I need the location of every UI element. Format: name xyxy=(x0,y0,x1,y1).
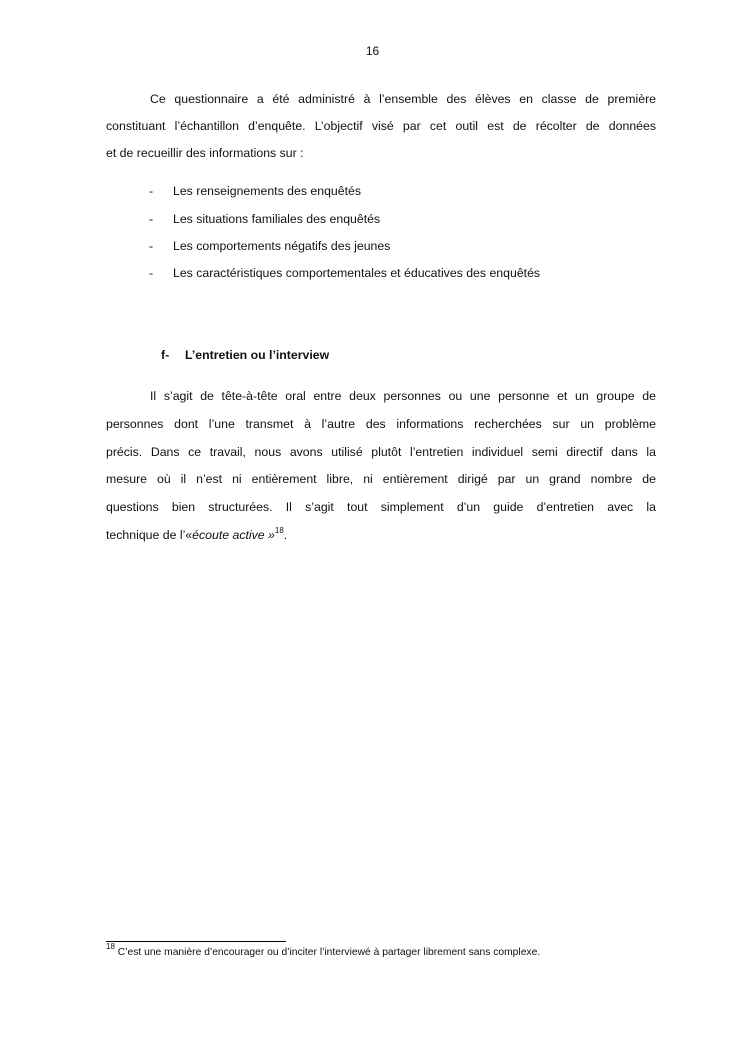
footnote-separator xyxy=(106,941,286,942)
page-number: 16 xyxy=(365,44,380,58)
section-title: L’entretien ou l’interview xyxy=(185,348,330,362)
paragraph-line: mesure où il n’est ni entièrement libre, ni entièrement dirigé par un grand nombre de xyxy=(106,472,656,486)
paragraph-line xyxy=(106,527,656,543)
paragraph-line: personnes dont l’une transmet à l’autre des informations recherchées sur un problème xyxy=(106,417,656,431)
bullet-marker: - xyxy=(149,212,154,226)
list-item: Les situations familiales des enquêtés xyxy=(173,212,381,226)
text: technique de l’« xyxy=(106,528,193,542)
italic-term: écoute active » xyxy=(192,528,275,542)
paragraph-line: Il s’agit de tête-à-tête oral entre deux personnes ou une personne et un groupe de xyxy=(150,389,656,403)
list-item: Les comportements négatifs des jeunes xyxy=(173,239,391,253)
paragraph-line: et de recueillir des informations sur : xyxy=(106,146,304,160)
list-item: Les renseignements des enquêtés xyxy=(173,184,361,198)
footnote-reference[interactable]: 18 xyxy=(274,526,284,535)
section-heading xyxy=(161,348,329,362)
list-item: Les caractéristiques comportementales et éducatives des enquêtés xyxy=(173,266,541,280)
paragraph-line: précis. Dans ce travail, nous avons utilisé plutôt l’entretien individuel semi directif dans la xyxy=(106,445,656,459)
paragraph-line: Ce questionnaire a été administré à l’ensemble des élèves en classe de première xyxy=(150,92,656,106)
paragraph-line: constituant l’échantillon d’enquête. L’objectif visé par cet outil est de récolter de données xyxy=(106,119,656,133)
section-label: f- xyxy=(161,348,170,362)
footnote-number: 18 xyxy=(106,942,115,951)
bullet-marker: - xyxy=(149,266,154,280)
bullet-marker: - xyxy=(149,184,154,198)
text: . xyxy=(283,528,288,542)
bullet-marker: - xyxy=(149,239,154,253)
footnote-text: C’est une manière d’encourager ou d’inciter l’interviewé à partager librement sans complexe. xyxy=(114,947,541,958)
paragraph-line: questions bien structurées. Il s’agit tout simplement d’un guide d’entretien avec la xyxy=(106,500,656,514)
footnote xyxy=(106,942,541,958)
